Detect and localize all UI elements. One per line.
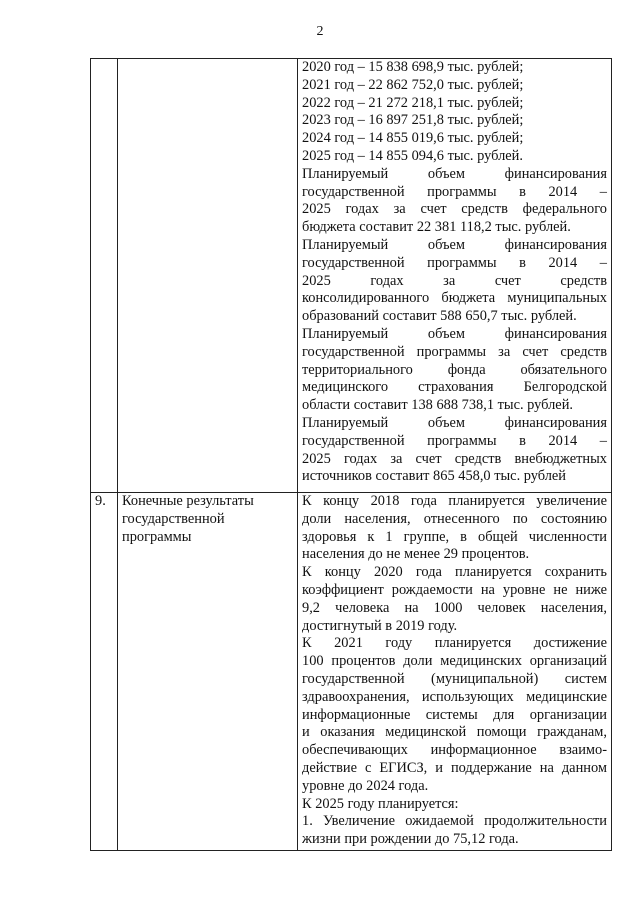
row-content-cell (298, 493, 612, 851)
text-line: обеспечивающих информационное взаимо- (302, 742, 607, 759)
year-line: 2020 год – 15 838 698,9 тыс. рублей; (302, 59, 524, 75)
row-number-cell: 9. (91, 493, 118, 851)
text-line: Планируемый объем финансирования (302, 165, 607, 182)
year-line: 2025 год – 14 855 094,6 тыс. рублей. (302, 147, 523, 164)
text-line: 9,2 человека на 1000 человек населения, (302, 599, 607, 616)
row-content-cell (298, 59, 612, 493)
year-line: 2024 год – 14 855 019,6 тыс. рублей; (302, 130, 524, 147)
result-2025-paragraph (302, 796, 607, 849)
financing-by-year (302, 59, 607, 166)
text-line: достигнутый в 2019 году. (302, 617, 458, 634)
text-line: населения до не менее 29 процентов. (302, 546, 530, 563)
offbudget-paragraph (302, 415, 607, 486)
text-line: 2025 годах за счет средств внебюджетных (302, 450, 607, 467)
federal-budget-paragraph (302, 166, 607, 237)
row-label-line: Конечные результаты (122, 493, 254, 509)
text-line: К концу 2020 года планируется сохранить (302, 564, 607, 581)
text-line: государственной программы в 2014 – (302, 254, 607, 271)
table-row-financing (91, 59, 612, 493)
text-line: коэффициент рождаемости на уровне не ниже (302, 581, 607, 598)
text-line: уровне до 2024 года. (302, 777, 429, 794)
text-line: Планируемый объем финансирования (302, 414, 607, 431)
text-line: информационные системы для организации (302, 706, 607, 723)
row-label-line: программы (122, 528, 192, 545)
text-line: доли населения, отнесенного по состоянию (302, 510, 607, 527)
row-label-cell (118, 493, 298, 851)
text-line: источников составит 865 458,0 тыс. рублей (302, 468, 567, 485)
text-line: медицинского страхования Белгородской (302, 379, 607, 396)
text-line: Планируемый объем финансирования (302, 325, 607, 342)
text-line: 100 процентов доли медицинских организаций (302, 653, 607, 670)
text-line: государственной (муниципальной) систем (302, 670, 607, 687)
text-line: К концу 2018 года планируется увеличение (302, 493, 607, 509)
text-line: области составит 138 688 738,1 тыс. рублей. (302, 397, 573, 414)
text-line: и оказания медицинской помощи гражданам, (302, 724, 607, 741)
text-line: действие с ЕГИСЗ, и поддержание на данном (302, 759, 607, 776)
table-row-results (91, 493, 612, 851)
text-line: здравоохранения, использующих медицинские (302, 688, 607, 705)
text-line: территориального фонда обязательного (302, 361, 607, 378)
text-line: К 2021 году планируется достижение (302, 635, 607, 652)
text-line: 1. Увеличение ожидаемой продолжительности (302, 813, 607, 830)
text-line: государственной программы за счет средств (302, 343, 607, 360)
text-line: здоровья к 1 группе, в общей численности (302, 528, 607, 545)
oms-fund-paragraph (302, 326, 607, 415)
text-line: консолидированного бюджета муниципальных (302, 290, 607, 307)
year-line: 2022 год – 21 272 218,1 тыс. рублей; (302, 94, 524, 111)
row-label-line: государственной (122, 510, 225, 527)
year-line: 2021 год – 22 862 752,0 тыс. рублей; (302, 76, 524, 93)
result-2020-paragraph (302, 564, 607, 635)
text-line: жизни при рождении до 75,12 года. (302, 831, 519, 848)
result-2021-paragraph (302, 635, 607, 795)
municipal-budget-paragraph (302, 237, 607, 326)
text-line: Планируемый объем финансирования (302, 236, 607, 253)
program-passport-table (90, 58, 612, 851)
text-line: 2025 годах за счет средств федерального (302, 201, 607, 218)
text-line: бюджета составит 22 381 118,2 тыс. рублей. (302, 219, 571, 236)
text-line: К 2025 году планируется: (302, 795, 459, 812)
row-label-cell (118, 59, 298, 493)
row-number-cell (91, 59, 118, 493)
text-line: 2025 годах за счет средств (302, 272, 607, 289)
result-2018-paragraph (302, 493, 607, 564)
text-line: государственной программы в 2014 – (302, 432, 607, 449)
page-number: 2 (316, 24, 324, 39)
year-line: 2023 год – 16 897 251,8 тыс. рублей; (302, 112, 524, 129)
text-line: государственной программы в 2014 – (302, 183, 607, 200)
text-line: образований составит 588 650,7 тыс. рублей. (302, 308, 577, 325)
